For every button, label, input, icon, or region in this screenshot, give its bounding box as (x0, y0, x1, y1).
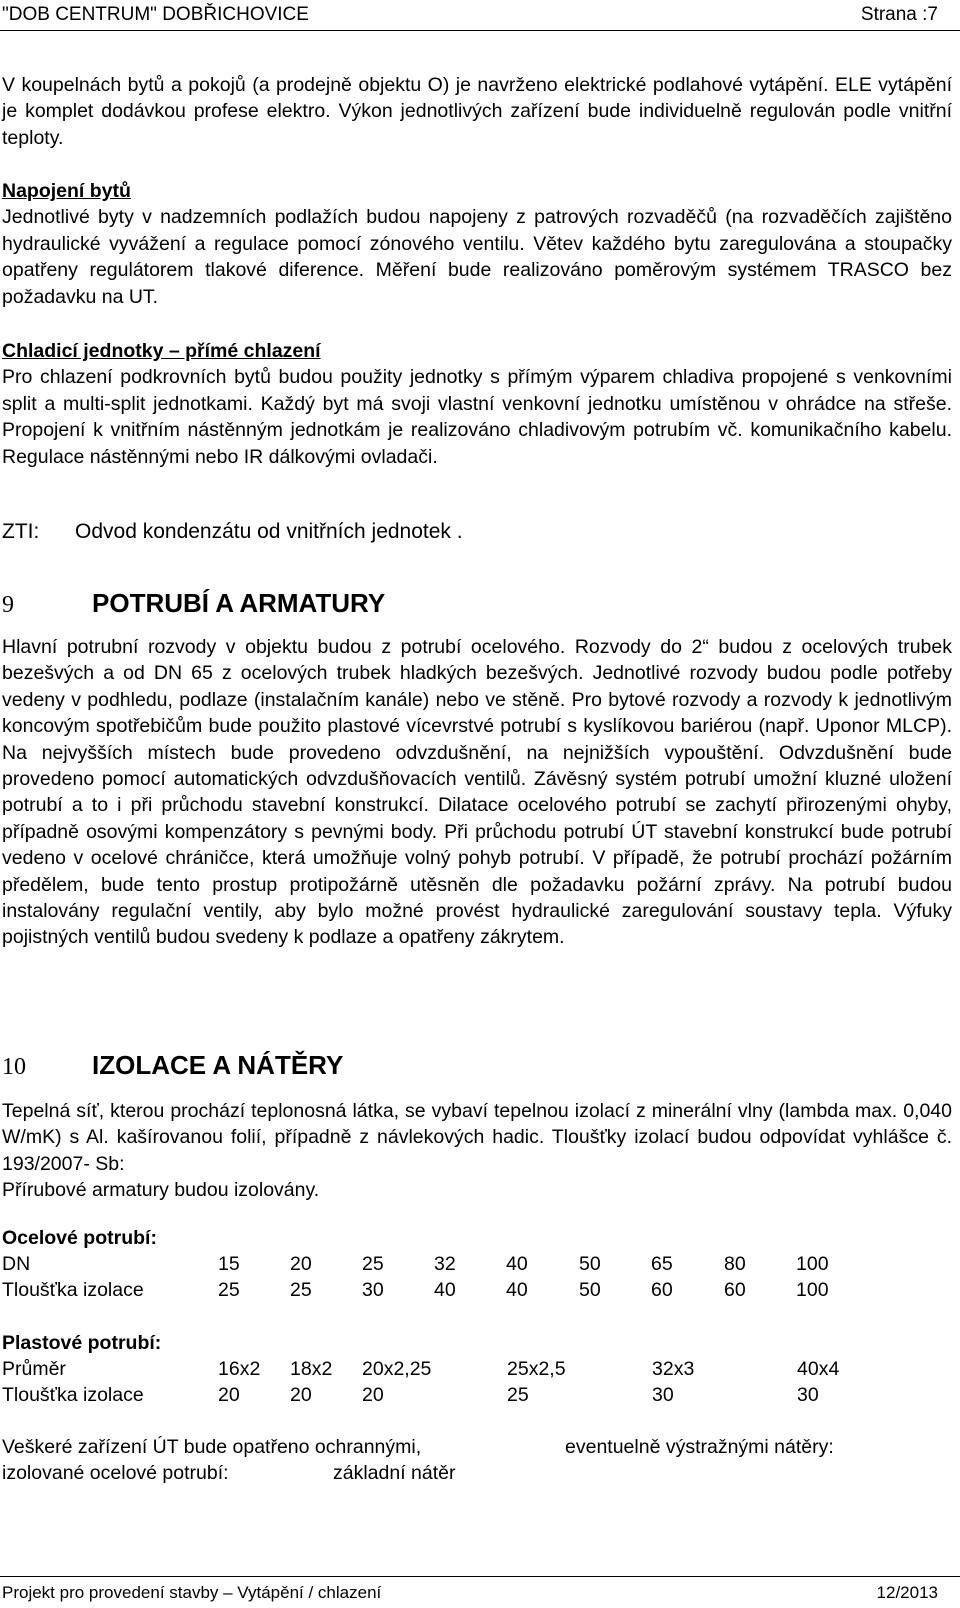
table-cell: 30 (797, 1384, 819, 1407)
table-cell: 20 (218, 1384, 240, 1407)
napojeni-section (2, 178, 952, 310)
table-cell: 30 (652, 1384, 674, 1407)
row-label: Tloušťka izolace (2, 1279, 144, 1302)
section-9-title: POTRUBÍ A ARMATURY (92, 588, 386, 618)
table-cell: 32x3 (652, 1358, 695, 1381)
header-page-number: Strana :7 (860, 4, 938, 25)
table-row (2, 1356, 877, 1382)
table-cell: 25 (290, 1279, 312, 1302)
intro-paragraph: V koupelnách bytů a pokojů (a prodejně objektu O) je navrženo elektrické podlahové vytápění. ELE vytápění je komplet dodávkou profese elektro. Výkon jednotlivých zařízení bude individuelně regulován podle vnitřní teploty. (2, 74, 952, 149)
table-cell: 25x2,5 (507, 1358, 566, 1381)
section-9-number: 9 (2, 592, 14, 618)
final-notes-2 (2, 1460, 633, 1486)
table-cell: 100 (796, 1279, 829, 1302)
table-cell: 80 (724, 1253, 746, 1276)
chladici-section (2, 338, 952, 470)
napojeni-paragraph: Jednotlivé byty v nadzemních podlažích budou napojeny z patrových rozvaděčů (na rozvaděčích zajištěno hydraulické vyvážení a regulace pomocí zónového ventilu. Větev každého bytu zaregulována a stoupačky opatřeny regulátorem tlakové diference. Měření bude realizováno poměrovým systémem TRASCO bez požadavku na UT. (2, 206, 952, 308)
table-cell: 16x2 (218, 1358, 261, 1381)
table-cell: 18x2 (290, 1358, 333, 1381)
zti-text: Odvod kondenzátu od vnitřních jednotek . (75, 520, 463, 543)
page-header (0, 0, 960, 31)
chladici-paragraph: Pro chlazení podkrovních bytů budou použity jednotky s přímým výparem chladiva propojené s venkovními split a multi-split jednotkami. Každý byt má svoji vlastní venkovní jednotku umístěnou v ohrádce na střeše. Propojení k vnitřním nástěnným jednotkám je realizováno chladivovým potrubím vč. komunikačního kabelu. Regulace nástěnnými nebo IR dálkovými ovladači. (2, 366, 952, 468)
row-label: DN (2, 1253, 31, 1276)
ocelove-title: Ocelové potrubí: (2, 1226, 157, 1249)
header-project-name: "DOB CENTRUM" DOBŘICHOVICE (2, 4, 309, 25)
section-10-heading (2, 1050, 952, 1086)
table-cell: 60 (724, 1279, 746, 1302)
final-line-1-left: Veškeré zařízení ÚT bude opatřeno ochrannými, (2, 1435, 422, 1458)
table-cell: 40x4 (797, 1358, 840, 1381)
table-cell: 25 (362, 1253, 384, 1276)
final-line-1-right: eventuelně výstražnými nátěry: (565, 1435, 834, 1458)
zti-label: ZTI: (2, 520, 40, 543)
row-label: Tloušťka izolace (2, 1384, 144, 1407)
ocelove-potrubi-table (2, 1225, 856, 1304)
plastove-potrubi-table (2, 1330, 877, 1409)
page-footer (0, 1576, 960, 1607)
table-cell: 50 (579, 1279, 601, 1302)
table-cell: 50 (579, 1253, 601, 1276)
chladici-heading: Chladicí jednotky – přímé chlazení (2, 340, 321, 362)
final-line-2-left: izolované ocelové potrubí: (2, 1461, 229, 1484)
section-10-flanges-note: Přírubové armatury budou izolovány. (2, 1179, 320, 1201)
section-10-number: 10 (2, 1054, 26, 1080)
section-10-paragraph: Tepelná síť, kterou prochází teplonosná látka, se vybaví tepelnou izolací z minerální vlny (lambda max. 0,040 W/mK) s Al. kašírovanou folií, případně z návlekových hadic. Tloušťky izolací budou odpovídat vyhlášce č. 193/2007- Sb: (2, 1100, 952, 1175)
table-cell: 65 (651, 1253, 673, 1276)
table-cell: 30 (362, 1279, 384, 1302)
footer-project-title: Projekt pro provedení stavby – Vytápění / chlazení (2, 1583, 382, 1602)
table-row (2, 1383, 877, 1409)
table-row (2, 1278, 856, 1304)
table-cell: 100 (796, 1253, 829, 1276)
row-label: Průměr (2, 1358, 66, 1381)
final-notes (2, 1434, 905, 1460)
table-row (2, 1251, 856, 1277)
table-cell: 20x2,25 (362, 1358, 432, 1381)
table-cell: 40 (434, 1279, 456, 1302)
final-line-2-right: základní nátěr (333, 1461, 456, 1484)
plastove-title: Plastové potrubí: (2, 1331, 162, 1354)
section-9-heading (2, 588, 952, 624)
section-9-paragraph: Hlavní potrubní rozvody v objektu budou z potrubí ocelového. Rozvody do 2“ budou z ocelových trubek bezešvých a od DN 65 z ocelových trubek hladkých bezešvých. Jednotlivé rozvody budou podle potřeby vedeny v podhledu, podlaze (instalačním kanále) nebo ve stěně. Pro bytové rozvody a rozvody k jednotlivým koncovým spotřebičům bude použito plastové vícevrstvé potrubí s kyslíkovou bariérou (např. Uponor MLCP). Na nejvyšších místech bude provedeno odvzdušnění, na nejnižších vypouštění. Odvzdušnění bude provedeno pomocí automatických odvzdušňovacích ventilů. Závěsný systém potrubí umožní kluzné uložení potrubí a to i při průchodu stavební konstrukcí. Dilatace ocelového potrubí se zachytí přirozenými ohyby, případně osovými kompenzátory s pevnými body. Při průchodu potrubí ÚT stavební konstrukcí bude potrubí vedeno v ocelové chráničce, která umožňuje volný pohyb potrubí. V případě, že potrubí prochází požárním předělem, bude tento prostup protipožárně utěsněn dle požadavku požární zprávy. Na potrubí budou instalovány regulační ventily, aby bylo možné provést hydraulické zaregulování soustavy tepla. Výfuky pojistných ventilů budou svedeny k podlaze a opatřeny zákrytem. (2, 636, 952, 949)
table-cell: 60 (651, 1279, 673, 1302)
table-cell: 25 (218, 1279, 240, 1302)
table-cell: 40 (506, 1253, 528, 1276)
table-cell: 40 (506, 1279, 528, 1302)
zti-note (2, 520, 463, 544)
table-cell: 25 (507, 1384, 529, 1407)
footer-date: 12/2013 (876, 1583, 938, 1602)
table-cell: 20 (290, 1384, 312, 1407)
table-cell: 15 (218, 1253, 240, 1276)
table-cell: 20 (362, 1384, 384, 1407)
table-cell: 20 (290, 1253, 312, 1276)
table-cell: 32 (434, 1253, 456, 1276)
napojeni-heading: Napojení bytů (2, 180, 131, 202)
section-10-title: IZOLACE A NÁTĚRY (92, 1050, 344, 1080)
